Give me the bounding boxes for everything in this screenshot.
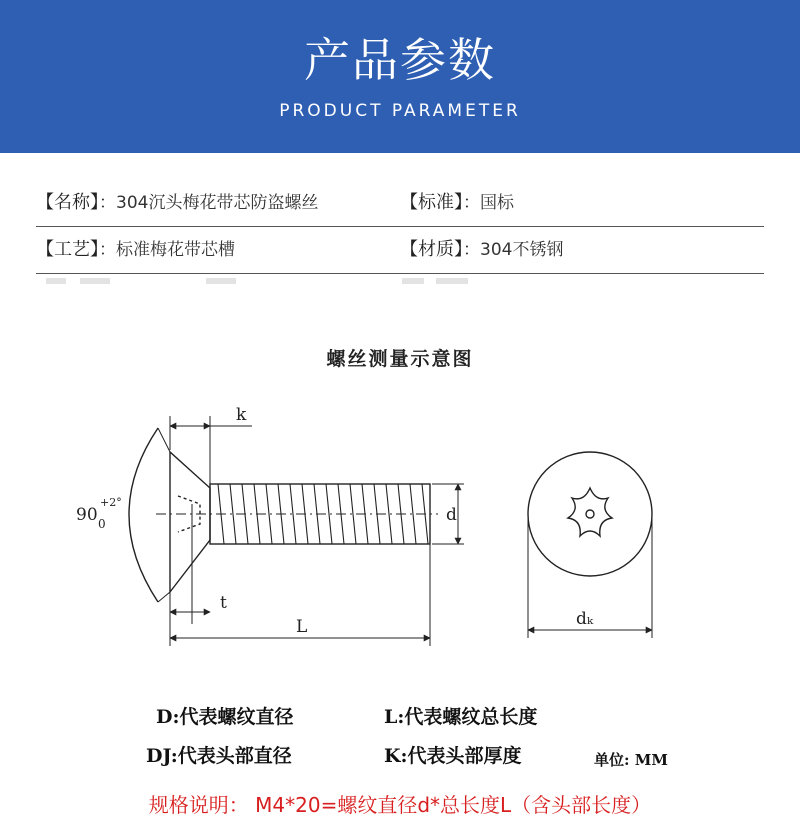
legend-k: K:代表头部厚度 xyxy=(384,745,522,767)
param-material-key: 【材质】 xyxy=(400,239,463,260)
param-material xyxy=(400,227,563,273)
param-standard-value: ：国标 xyxy=(463,193,514,213)
param-process xyxy=(36,227,235,273)
label-angle: 90 xyxy=(76,505,98,525)
param-name-value: ：304沉头梅花带芯防盗螺丝 xyxy=(99,193,319,213)
param-name xyxy=(36,180,318,226)
param-row-2 xyxy=(36,227,764,274)
label-dk: dₖ xyxy=(576,609,594,629)
param-process-value: ：标准梅花带芯槽 xyxy=(99,240,235,260)
cutoff-fragment xyxy=(80,278,110,284)
label-angle-zero: 0 xyxy=(98,517,106,531)
torx-recess xyxy=(568,488,612,536)
page-title: 产品参数 xyxy=(304,33,496,87)
param-standard-key: 【标准】 xyxy=(400,192,463,213)
param-row-1 xyxy=(36,180,764,227)
cutoff-fragment xyxy=(402,278,424,284)
screw-diagram xyxy=(60,392,680,652)
label-l: L xyxy=(296,617,308,637)
screw-head-outline xyxy=(170,452,210,592)
param-name-key: 【名称】 xyxy=(36,192,99,213)
legend-d: D:代表螺纹直径 xyxy=(156,706,294,728)
unit-label: 单位: MM xyxy=(594,751,668,769)
diagram-title: 螺丝测量示意图 xyxy=(326,348,474,370)
label-d: d xyxy=(446,505,457,525)
spec-note: 规格说明： M4*20=螺纹直径d*总长度L（含头部长度） xyxy=(148,793,652,817)
cutoff-fragment xyxy=(46,278,66,284)
header-banner xyxy=(0,0,800,153)
legend-dj: DJ:代表头部直径 xyxy=(146,745,292,767)
param-material-value: ：304不锈钢 xyxy=(463,240,564,260)
legend-l: L:代表螺纹总长度 xyxy=(384,706,538,728)
label-t: t xyxy=(220,593,227,613)
page-subtitle: PRODUCT PARAMETER xyxy=(279,101,521,121)
head-top-circle xyxy=(528,452,652,576)
angle-arc xyxy=(129,428,158,602)
param-standard xyxy=(400,180,514,226)
cutoff-fragment xyxy=(206,278,236,284)
label-k: k xyxy=(236,405,247,425)
param-process-key: 【工艺】 xyxy=(36,239,99,260)
torx-pin xyxy=(586,510,594,518)
param-row-cutoff xyxy=(36,274,764,286)
cutoff-fragment xyxy=(436,278,468,284)
label-angle-tol: +2° xyxy=(100,496,122,509)
